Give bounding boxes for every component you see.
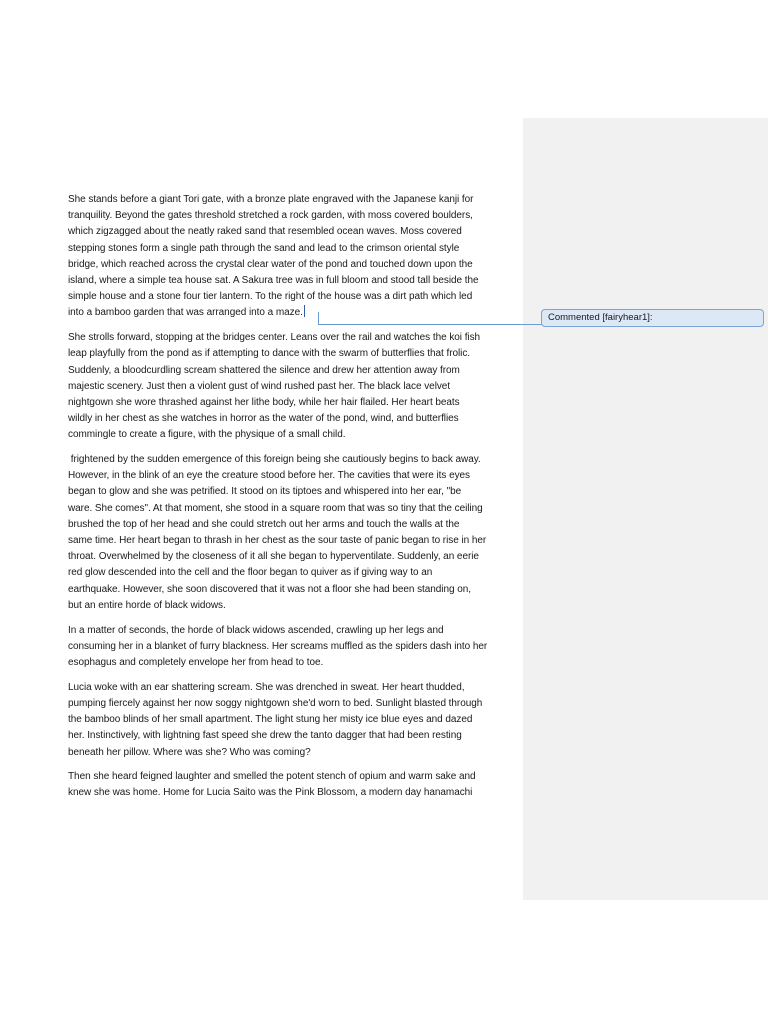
text-line: began to glow and she was petrified. It stood on its tiptoes and whispered into her ear, "be	[68, 486, 462, 498]
paragraph-5	[68, 680, 516, 761]
paragraph-4	[68, 623, 516, 672]
text-line: but an entire horde of black widows.	[68, 599, 226, 611]
comment-margin-pane	[523, 118, 768, 900]
text-line: which zigzagged about the neatly raked sand that resembled ocean waves. Moss covered	[68, 226, 462, 238]
text-line: nightgown she wore thrashed against her lithe body, while her hair flailed. Her heart beats	[68, 396, 460, 408]
text-line: In a matter of seconds, the horde of black widows ascended, crawling up her legs and	[68, 624, 444, 636]
text-line: bridge, which reached across the crystal clear water of the pond and touched down upon the	[68, 258, 473, 270]
text-line: simple house and a stone four tier lantern. To the right of the house was a dirt path which led	[68, 291, 473, 303]
text-line: tranquility. Beyond the gates threshold stretched a rock garden, with moss covered boulders,	[68, 210, 473, 222]
text-line: throat. Overwhelmed by the closeness of it all she began to hyperventilate. Suddenly, an eerie	[68, 551, 479, 563]
text-line: ware. She comes". At that moment, she stood in a square room that was so tiny that the ceiling	[68, 502, 483, 514]
text-line: knew she was home. Home for Lucia Saito was the Pink Blossom, a modern day hanamachi	[68, 787, 473, 799]
comment-connector-tick	[318, 312, 319, 324]
comment-anchor-marker[interactable]	[304, 305, 305, 317]
text-line: beneath her pillow. Where was she? Who was coming?	[68, 746, 311, 758]
text-line: frightened by the sudden emergence of this foreign being she cautiously begins to back away.	[68, 454, 481, 466]
text-line: Lucia woke with an ear shattering scream. She was drenched in sweat. Her heart thudded,	[68, 681, 465, 693]
text-line: brushed the top of her head and she could stretch out her arms and touch the walls at the	[68, 518, 460, 530]
paragraph-1	[68, 192, 516, 322]
text-line: consuming her in a blanket of furry blackness. Her screams muffled as the spiders dash into her	[68, 640, 488, 652]
text-line-with-comment-anchor	[68, 305, 516, 321]
text-line: red glow descended into the cell and the floor began to quiver as if giving way to an	[68, 567, 433, 579]
text-line: earthquake. However, she soon discovered that it was not a floor she had been standing on,	[68, 583, 471, 595]
paragraph-3	[68, 452, 516, 614]
text-line: island, where a simple tea house sat. A Sakura tree was in full bloom and stood tall beside the	[68, 275, 479, 287]
text-line: She stands before a giant Tori gate, with a bronze plate engraved with the Japanese kanji for	[68, 194, 474, 205]
text-line: majestic scenery. Just then a violent gust of wind rushed past her. The black lace velvet	[68, 380, 451, 392]
text-line: same time. Her heart began to thrash in her chest as the sour taste of panic began to rise in her	[68, 535, 487, 547]
text-line: Suddenly, a bloodcurdling scream shattered the silence and drew her attention away from	[68, 364, 460, 376]
paragraph-6	[68, 769, 516, 801]
text-line: commingle to create a figure, with the physique of a small child.	[68, 429, 346, 441]
comment-balloon[interactable]	[541, 309, 764, 327]
text-line: esophagus and completely envelope her from head to toe.	[68, 656, 324, 668]
text-line: Then she heard feigned laughter and smelled the potent stench of opium and warm sake and	[68, 771, 476, 783]
text-line: wildly in her chest as she watches in horror as the water of the pond, wind, and butterflies	[68, 413, 459, 425]
text-line: leap playfully from the pond as if attempting to dance with the swarm of butterflies that frolic.	[68, 348, 471, 360]
text-line: stepping stones form a single path through the sand and lead to the crimson oriental style	[68, 242, 460, 254]
comment-author-label: Commented [fairyhear1]:	[548, 312, 653, 323]
paragraph-2	[68, 330, 516, 443]
comment-connector-line	[318, 324, 542, 325]
document-body[interactable]	[68, 192, 516, 802]
text-line: However, in the blink of an eye the creature stood before her. The cavities that were its eyes	[68, 470, 471, 482]
text-line: pumping fiercely against her now soggy nightgown she'd worn to bed. Sunlight blasted through	[68, 697, 483, 709]
text-line: the bamboo blinds of her small apartment. The light stung her misty ice blue eyes and dazed	[68, 714, 473, 726]
text-line: into a bamboo garden that was arranged into a maze.	[68, 307, 303, 319]
text-line: She strolls forward, stopping at the bridges center. Leans over the rail and watches the koi fish	[68, 332, 481, 344]
text-line: her. Instinctively, with lightning fast speed she drew the tanto dagger that had been resting	[68, 730, 462, 742]
